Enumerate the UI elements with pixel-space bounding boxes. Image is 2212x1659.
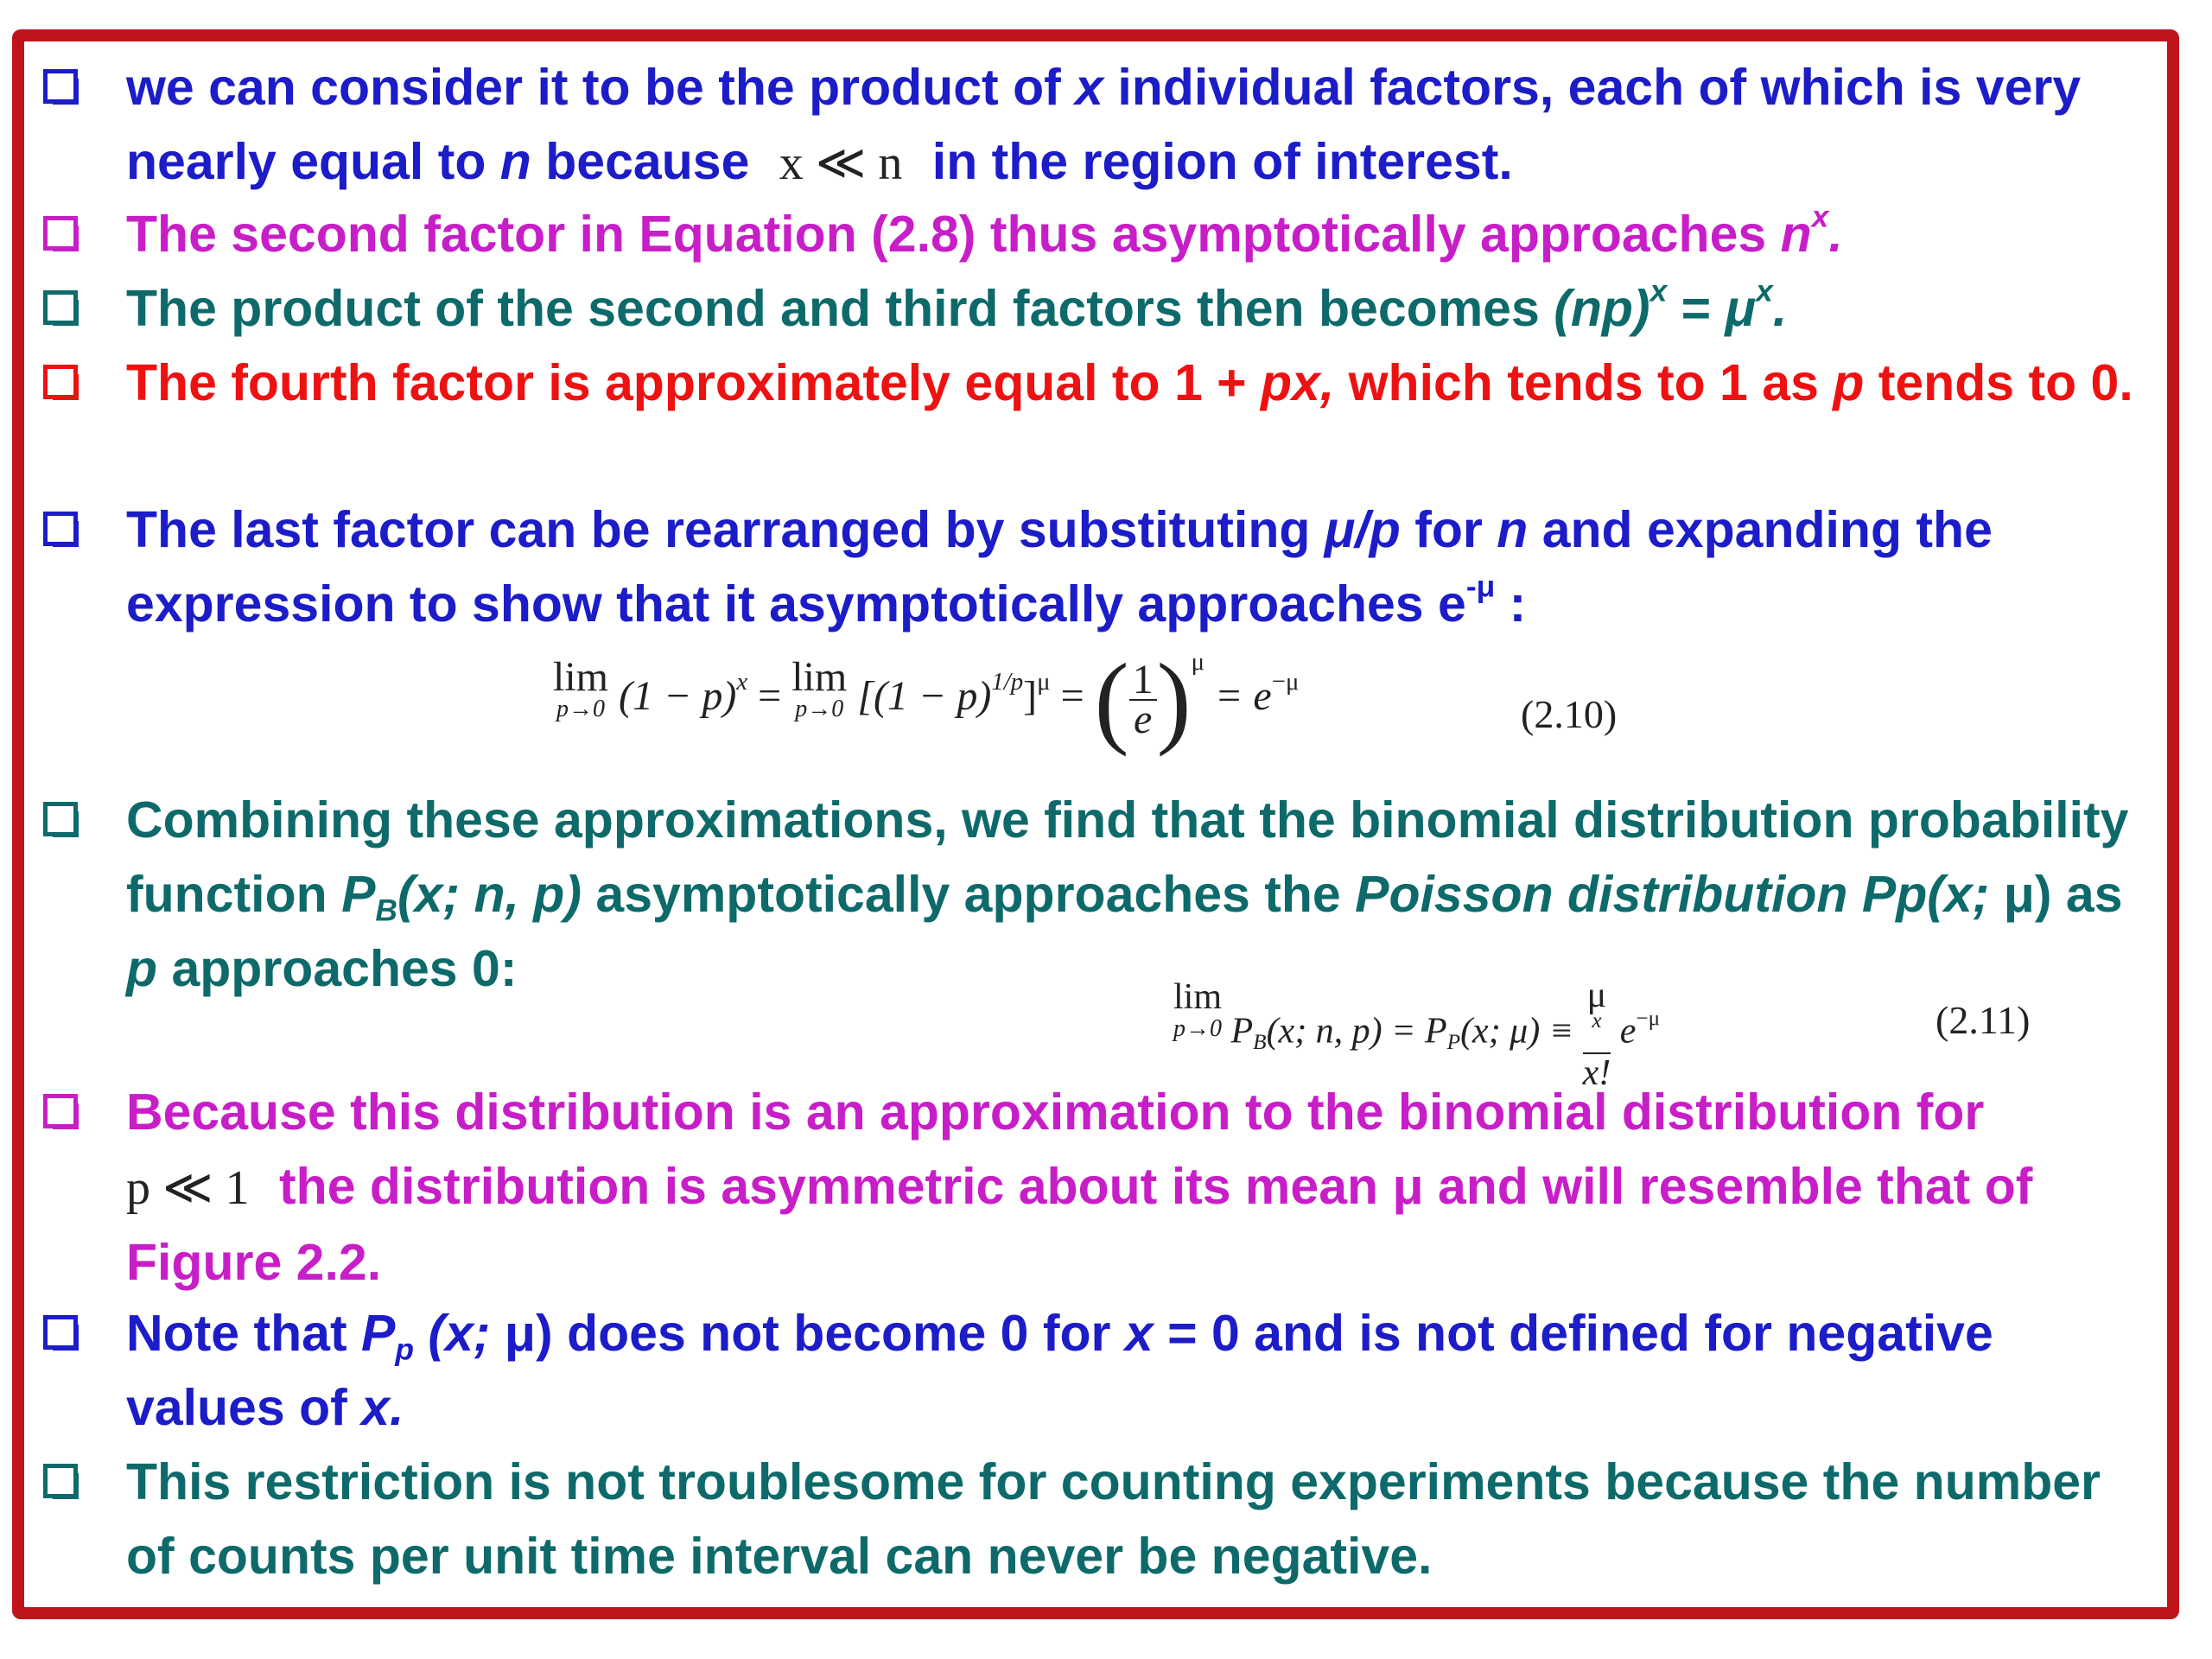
bullet-8	[126, 1296, 2148, 1445]
bullet-3	[126, 271, 2148, 346]
text: we can consider it to be the product of	[126, 59, 1076, 116]
var-p: p	[1833, 354, 1865, 411]
text: as	[2051, 866, 2123, 923]
bullet-2	[126, 197, 2148, 271]
text: which tends to 1 as	[1334, 354, 1834, 411]
text: Note that	[126, 1305, 362, 1362]
text: The last factor can be rearranged by substituting	[126, 501, 1325, 558]
checkbox-bullet-icon	[43, 365, 78, 399]
lim-sub: p→0	[795, 696, 844, 722]
var-P: P	[341, 866, 376, 923]
term: (1 − p)	[619, 673, 737, 720]
text: asymptotically approaches the	[582, 866, 1356, 923]
text: for	[1400, 501, 1497, 558]
checkbox-bullet-icon	[43, 1464, 78, 1498]
paren-close: )	[1156, 642, 1192, 757]
equation-number-2-11: (2.11)	[1936, 998, 2031, 1042]
exp: μ	[1037, 667, 1051, 696]
numerator: μ	[1586, 976, 1607, 1015]
text: does not become 0 for	[552, 1305, 1125, 1362]
text: :	[1495, 575, 1527, 632]
exp: −μ	[1271, 667, 1300, 696]
text: because	[531, 133, 764, 190]
exp-x: x	[1756, 273, 1773, 308]
text: μ)	[1989, 866, 2052, 923]
term: e	[1611, 1011, 1637, 1052]
exp: x	[736, 667, 748, 696]
text: The second factor in Equation (2.8) thus asymptotically approaches	[126, 206, 1781, 263]
lim-sub: p→0	[556, 696, 605, 722]
lim-sub: p→0	[1173, 1015, 1222, 1042]
paren-open: (	[1094, 642, 1129, 757]
term: (x; μ) ≡	[1460, 1011, 1583, 1052]
checkbox-bullet-icon	[43, 290, 78, 325]
equals: =	[1050, 673, 1095, 720]
equation-2-10	[553, 642, 1300, 757]
sub: P	[1446, 1031, 1461, 1055]
var-P: P	[1230, 1011, 1254, 1052]
inline-math-x-ll-n: x ≪ n	[779, 137, 903, 190]
checkbox-bullet-icon	[43, 512, 78, 546]
text: Combining these approximations, we find that the binomial distribution probability function	[126, 791, 2129, 923]
bullet-7	[126, 1075, 2148, 1300]
bracket: ]	[1023, 673, 1038, 720]
checkbox-bullet-icon	[43, 1094, 78, 1128]
var-x: x	[1075, 59, 1103, 116]
equals: =	[747, 673, 792, 720]
checkbox-bullet-icon	[43, 802, 78, 836]
var-n: n	[1497, 501, 1529, 558]
bullet-5	[126, 493, 2148, 641]
bullet-6	[126, 783, 2148, 1006]
args: (x; n, p)	[397, 866, 582, 923]
var-px: px,	[1261, 354, 1335, 411]
text: the distribution is asymmetric about its mean μ and will resemble that of Figure 2.2.	[126, 1158, 2033, 1291]
sub-B: B	[375, 893, 397, 928]
text: .	[1772, 280, 1788, 337]
bullet-9	[126, 1445, 2148, 1593]
text: tends to 0.	[1864, 354, 2133, 411]
bullet-1	[126, 50, 2148, 200]
lim: lim	[1173, 977, 1223, 1017]
exp: 1/p	[991, 667, 1024, 696]
numerator: 1	[1129, 661, 1157, 701]
var-n: n	[1780, 206, 1812, 263]
checkbox-bullet-icon	[43, 1315, 78, 1350]
exp-x: x	[1811, 199, 1829, 234]
exp: x	[1592, 1008, 1602, 1033]
var-x: x	[1124, 1305, 1154, 1362]
text: = 0 and is not defined for negative values of	[126, 1305, 1993, 1436]
exp: −μ	[1636, 1007, 1661, 1031]
exp-x: x	[1649, 273, 1668, 308]
denominator: x!	[1582, 1053, 1611, 1093]
sub-p: p	[395, 1332, 415, 1367]
poisson-term: Poisson distribution Pp(x;	[1355, 866, 1990, 923]
var-x: x.	[361, 1379, 404, 1436]
term: [(1 − p)	[857, 673, 992, 720]
text: and expanding the expression to show that it asymptotically approaches e	[126, 501, 1993, 632]
term: (x; n, p) = P	[1266, 1011, 1447, 1052]
var-P: P	[361, 1305, 396, 1362]
bullet-4	[126, 346, 2148, 420]
term: = e	[1215, 673, 1272, 720]
equation-number-2-10: (2.10)	[1521, 692, 1618, 736]
var-np: (np)	[1554, 280, 1650, 337]
text: .	[1828, 206, 1843, 263]
args: (x;	[414, 1305, 491, 1362]
text: individual factors, each of which is very nearly equal to	[126, 59, 2082, 190]
var-p: p	[126, 940, 158, 997]
text: =	[1667, 280, 1726, 337]
fraction	[1129, 657, 1157, 742]
text: The fourth factor is approximately equal to 1 +	[126, 354, 1262, 411]
text: This restriction is not troublesome for counting experiments because the number of counts per unit time interval can never be negative.	[126, 1453, 2101, 1585]
var-mu-over-p: μ/p	[1324, 501, 1401, 558]
lim: lim	[553, 654, 609, 700]
var-mu: μ	[1725, 280, 1757, 337]
checkbox-bullet-icon	[43, 216, 78, 251]
inline-math-p-ll-1: p ≪ 1	[126, 1161, 250, 1215]
text: approaches 0:	[157, 940, 518, 997]
denominator: e	[1133, 696, 1153, 742]
exp: μ	[1191, 647, 1205, 676]
text: Because this distribution is an approximation to the binomial distribution for	[126, 1084, 1985, 1141]
exp-neg-mu: -μ	[1465, 569, 1496, 604]
lim: lim	[791, 654, 848, 700]
checkbox-bullet-icon	[43, 69, 78, 104]
text: The product of the second and third factors then becomes	[126, 280, 1554, 337]
sub: B	[1253, 1031, 1267, 1055]
var-n: n	[499, 133, 531, 190]
text: μ)	[490, 1305, 553, 1362]
text: in the region of interest.	[918, 133, 1513, 190]
